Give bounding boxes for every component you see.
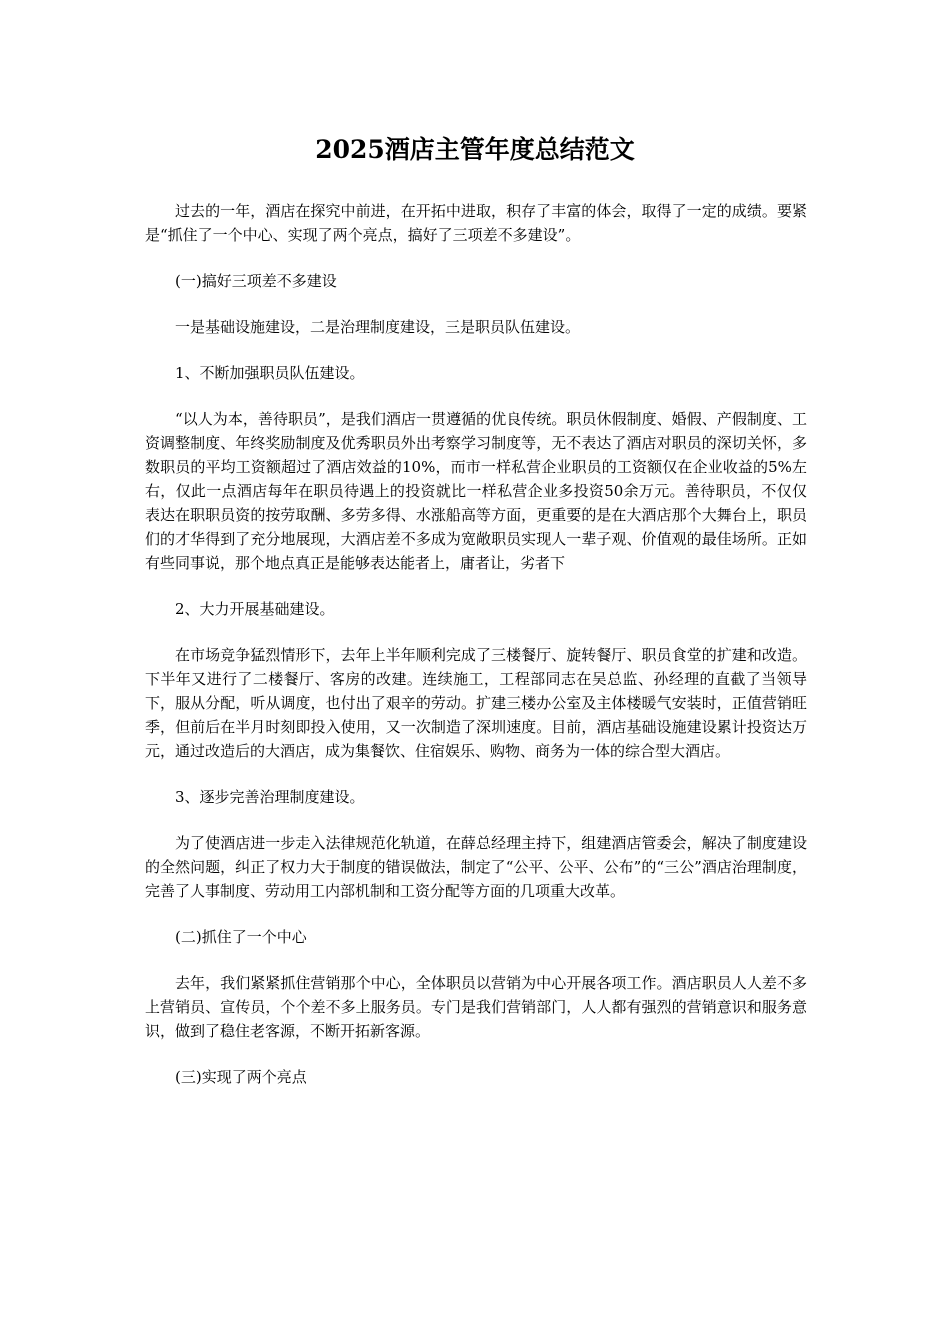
body-paragraph: 为了使酒店进一步走入法律规范化轨道，在薛总经理主持下，组建酒店管委会，解决了制度建设的全然问题，纠正了权力大于制度的错误做法，制定了“公平、公平、公布”的“三公”酒店治理制度，完善了人事制度、劳动用工内部机制和工资分配等方面的几项重大改革。 bbox=[145, 834, 807, 900]
section-heading-1: (一)搞好三项差不多建设 bbox=[175, 272, 337, 290]
section-heading-3: (三)实现了两个亮点 bbox=[175, 1068, 307, 1086]
section-heading-2: (二)抓住了一个中心 bbox=[175, 928, 307, 946]
body-paragraph: “以人为本，善待职员”，是我们酒店一贯遵循的优良传统。职员休假制度、婚假、产假制度、工资调整制度、年终奖励制度及优秀职员外出考察学习制度等，无不表达了酒店对职员的深切关怀，多数职员的平均工资额超过了酒店效益的10%，而市一样私营企业职员的工资额仅在企业收益的5%左右，仅此一点酒店每年在职员待遇上的投资就比一样私营企业多投资50余万元。善待职员，不仅仅表达在职职员资的按劳取酬、多劳多得、水涨船高等方面，更重要的是在大酒店那个大舞台上，职员们的才华得到了充分地展现，大酒店差不多成为宽敞职员实现人一辈子观、价值观的最佳场所。正如有些同事说，那个地点真正是能够表达能者上，庸者让，劣者下 bbox=[145, 410, 807, 572]
subsection-heading-3: 3、逐步完善治理制度建设。 bbox=[175, 788, 365, 806]
body-paragraph: 一是基础设施建设，二是治理制度建设，三是职员队伍建设。 bbox=[175, 318, 581, 336]
subsection-heading-1: 1、不断加强职员队伍建设。 bbox=[175, 364, 365, 382]
intro-paragraph: 过去的一年，酒店在探究中前进，在开拓中进取，积存了丰富的体会，取得了一定的成绩。要紧是“抓住了一个中心、实现了两个亮点，搞好了三项差不多建设”。 bbox=[145, 202, 807, 244]
body-paragraph: 在市场竞争猛烈情形下，去年上半年顺利完成了三楼餐厅、旋转餐厅、职员食堂的扩建和改造。下半年又进行了二楼餐厅、客房的改建。连续施工，工程部同志在吴总监、孙经理的直截了当领导下，服从分配，听从调度，也付出了艰辛的劳动。扩建三楼办公室及主体楼暖气安装时，正值营销旺季，但前后在半月时刻即投入使用，又一次制造了深圳速度。目前，酒店基础设施建设累计投资达万元，通过改造后的大酒店，成为集餐饮、住宿娱乐、购物、商务为一体的综合型大酒店。 bbox=[145, 646, 807, 760]
subsection-heading-2: 2、大力开展基础建设。 bbox=[175, 600, 335, 618]
document-title: 2025酒店主管年度总结范文 bbox=[315, 135, 635, 164]
document-body bbox=[145, 199, 807, 1111]
body-paragraph: 去年，我们紧紧抓住营销那个中心，全体职员以营销为中心开展各项工作。酒店职员人人差不多上营销员、宣传员，个个差不多上服务员。专门是我们营销部门，人人都有强烈的营销意识和服务意识，做到了稳住老客源，不断开拓新客源。 bbox=[145, 974, 807, 1040]
